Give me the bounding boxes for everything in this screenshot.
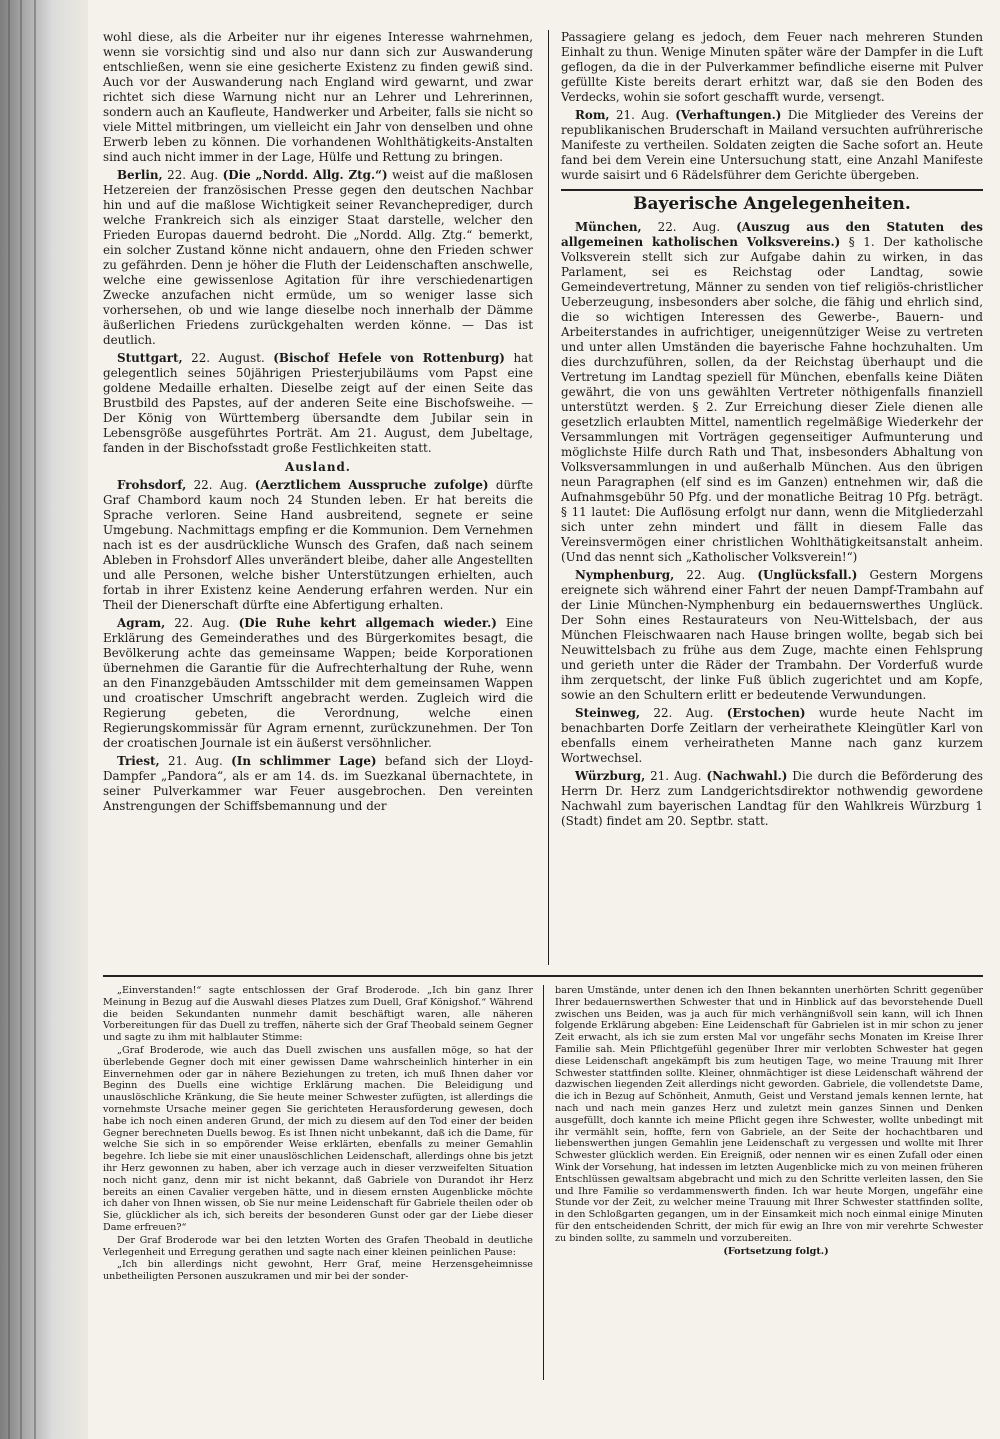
article-frohsdorf: Frohsdorf, 22. Aug. (Aerztlichem Ausspruche zufolge) dürfte Graf Chambord kaum noch 24 Stunden leben. Er hat bereits die Sprache verloren. Seine Hand ausbreitend, segnete er seine Umgebung. Nachmittags empfing er die Kommunion. Dem Vernehmen nach ist es der ausdrückliche Wunsch des Grafen, daß nach seinem Ableben in Frohsdorf Alles unverändert bleibe, daher alle Angestellten und alle Personen, welche bisher Unterstützungen erhielten, auch fortab in ihrer Existenz keine Aenderung erfahren werden. Nur ein Theil der Dienerschaft dürfte eine Abfertigung erhalten. — [103, 478, 534, 612]
article-wuerzburg: Würzburg, 21. Aug. (Nachwahl.) Die durch die Beförderung des Herrn Dr. Herz zum Landgerichtsdirektor nothwendig gewordene Nachwahl zum bayerischen Landtag für den Wahlkreis Würzburg 1 (Stadt) findet am 20. Septbr. statt. — [561, 769, 983, 828]
article-headline: (In schlimmer Lage) — [231, 754, 377, 768]
article-headline: (Aerztlichem Ausspruche zufolge) — [254, 478, 489, 492]
column-divider — [543, 985, 544, 1380]
article-headline: (Nachwahl.) — [706, 769, 788, 783]
dateline-place: München, — [575, 220, 642, 234]
article-stuttgart: Stuttgart, 22. August. (Bischof Hefele von Rottenburg) hat gelegentlich seines 50jährigen Priesterjubiläums vom Papst eine goldene Medaille erhalten. Dieselbe zeigt auf der einen Seite das Brustbild des Papstes, auf der anderen Seite eine Bischofsweihe. — Der König von Württemberg übersandte dem Jubilar sein in Lebensgröße ausgeführtes Porträt. Am 21. August, dem Jubeltage, fanden in der Bischofsstadt große Festlichkeiten statt. — [103, 351, 533, 455]
section-heading-ausland: Ausland. — [285, 460, 351, 474]
feuilleton-divider — [103, 975, 983, 977]
column-divider — [548, 30, 549, 965]
article-agram: Agram, 22. Aug. (Die Ruhe kehrt allgemach wieder.) Eine Erklärung des Gemeinderathes und des Bürgerkomites besagt, die Bevölkerung achte das gemeinsame Wappen; beide Korporationen übernehmen die Garantie für die Aufrechterhaltung der Ruhe, wenn an den Finanzgebäuden Amtsschilder mit dem gemeinsamen Wappen und croatischer Umschrift angebracht werden. Zugleich wird die Regierung gebeten, die Verordnung, welche einen Regierungskommissär für Agram ernennt, zurückzunehmen. Der Ton der croatischen Journale ist ein äußerst versöhnlicher. — [103, 616, 533, 750]
section-heading-bayern: Bayerische Angelegenheiten. — [561, 189, 983, 214]
article-rom: Rom, 21. Aug. (Verhaftungen.) Die Mitglieder des Vereins der republikanischen Bruderschaft in Mailand versuchten aufrührerische Manifeste zu vertheilen. Soldaten zeigten die Sache sofort an. Heute fand bei dem Verein eine Untersuchung statt, eine Anzahl Manifeste wurde saisirt und 6 Rädelsführer dem Gerichte übergeben. — [561, 108, 984, 182]
feuilleton-right-column — [555, 985, 983, 1258]
dateline-place: Frohsdorf, — [117, 478, 187, 492]
feuilleton-left-column — [103, 985, 533, 1284]
article-steinweg: Steinweg, 22. Aug. (Erstochen) wurde heute Nacht im benachbarten Dorfe Zeitlarn der verheirathete Kleingütler Karl von ebenfalls einem verheiratheten Manne nach ganz kurzem Wortwechsel. — [561, 706, 983, 765]
binding-stripe — [34, 0, 36, 1439]
feuilleton-paragraph: „Graf Broderode, wie auch das Duell zwischen uns ausfallen möge, so hat der überlebende Gegner doch mit einer gewissen Dame wahrscheinlich hinterher in ein Einvernehmen oder gar in nähere Beziehungen zu treten, ich muß Ihnen daher vor Beginn des Duells eine wichtige Erklärung machen. Die Beleidigung und unauslöschliche Kränkung, die Sie heute meiner Schwester zufügten, ist allerdings die vornehmste Ursache meiner gegen Sie gerichteten Herausforderung gewesen, doch habe ich noch einen anderen Grund, der mich zu diesem auf den Tod einer der beiden Gegner berechneten Duells bewog. Es ist Ihnen nicht unbekannt, daß ich die Dame, für welche Sie sich in so empörender Weise erklärten, ebenfalls zu meiner Gemahlin begehre. Ich liebe sie mit einer unauslöschlichen Leidenschaft, allerdings ohne bis jetzt ihr Herz gewonnen zu haben, aber ich verzage auch in dieser verzweifelten Situation noch nicht ganz, denn mir ist nicht bekannt, daß Gabriele von Durandot ihr Herz bereits an einen Cavalier vergeben hätte, und in diesem ernsten Augenblicke möchte ich daher von Ihnen wissen, ob Sie nur meine Leidenschaft für Gabriele theilen oder ob Sie, glücklicher als ich, sich bereits der besonderen Gunst oder gar der Liebe dieser Dame erfreuen?“ — [103, 1044, 533, 1233]
dateline-place: Stuttgart, — [117, 351, 183, 365]
dateline-place: Steinweg, — [575, 706, 641, 720]
book-binding-edge — [0, 0, 88, 1439]
article-muenchen: München, 22. Aug. (Auszug aus den Statuten des allgemeinen katholischen Volksvereins.) § 1. Der katholische Volksverein stellt sich zur Aufgabe dahin zu wirken, in das Parlament, sei es Reichstag oder Landtag, sowie Gemeindevertretung, Männer zu senden von tief religiös-christlicher Ueberzeugung, insbesonders aber solche, die fähig und ehrlich sind, die so wichtigen Interessen des Gewerbe-, Bauern- und Arbeiterstandes in aufrichtiger, uneigennütziger Weise zu vertreten und unter allen Umständen die bayerische Fahne hochzuhalten. Um dies durchzuführen, sollen, da der Reichstag überhaupt und die Vertretung im Landtag speziell für München, ebenfalls keine Diäten gewährt, die von uns gewählten Vertreter nöthigenfalls finanziell unterstützt werden. § 2. Zur Erreichung dieser Ziele dienen alle gesetzlich erlaubten Mittel, namentlich regelmäßige Wiederkehr der Versammlungen mit Vorträgen gegenseitiger Aufmunterung und möglichste Hilfe durch Rath und That, insbesonders Abhaltung von Volksversammlungen in und außerhalb München. Aus den übrigen neun Paragraphen (elf sind es im Ganzen) entnehmen wir, daß die Aufnahmsgebühr 50 Pfg. und der monatliche Beitrag 10 Pfg. beträgt. § 11 lautet: Die Auflösung erfolgt nur dann, wenn die Mitgliederzahl sich unter zehn mindert und fällt in diesem Falle das Vereinsvermögen einer christlichen Wohlthätigkeitsanstalt anheim. (Und das nennt sich „Katholischer Volksverein!“) — [561, 220, 983, 564]
article-headline: (Bischof Hefele von Rottenburg) — [273, 351, 505, 365]
feuilleton-paragraph: baren Umstände, unter denen ich den Ihnen bekannten unerhörten Schritt gegenüber Ihrer bedauernswerthen Schwester that und in Hinblick auf das bevorstehende Duell zwischen uns Beiden, was ja auch für mich verhängnißvoll sein kann, will ich Ihnen folgende Erklärung abgeben: Eine Leidenschaft für Gabrielen ist in mir schon zu jener Zeit erwacht, als ich sie zum ersten Mal vor ungefähr sechs Monaten im Kreise Ihrer Familie sah. Mein Pflichtgefühl gegenüber Ihrer mir verlobten Schwester hat gegen diese Leidenschaft angekämpft bis zum heutigen Tage, wo meine Trauung mit Ihrer Schwester stattfinden sollte. Kleiner, ohnmächtiger ist diese Leidenschaft während der dazwischen liegenden Zeit allerdings nicht geworden. Gabriele, die vollendetste Dame, die ich in Bezug auf Schönheit, Anmuth, Geist und Verstand jemals kennen lernte, hat nach und nach mein ganzes Herz und zuletzt mein ganzes Sinnen und Denken ausgefüllt, doch kannte ich meine Pflicht gegen ihre Schwester, wollte unbedingt mit ihr vermählt sein, hoffte, fern von Gabriele, an der Seite der hochachtbaren und liebenswerthen jungen Gemahlin jene Leidenschaft zu vergessen und wollte mit Ihrer Schwester glücklich werden. Ein Ereigniß, oder nennen wir es einen Zufall oder einen Wink der Vorsehung, hat indessen im letzten Augenblicke mich zu von meinen früheren Entschlüssen gewaltsam abgebracht und mich zu den Schritte verleiten lassen, den Sie und Ihre Familie so verdammenswerth finden. Ich war heute Morgen, ungefähr eine Stunde vor der Zeit, zu welcher meine Trauung mit Ihrer Schwester stattfinden sollte, in den Schloßgarten gegangen, um in der Einsamkeit mich noch einmal einige Minuten für den entscheidenden Schritt, der mich für ewig an Ihre von mir verehrte Schwester zu binden sollte, zu sammeln und vorzubereiten. — [555, 985, 983, 1244]
dateline-place: Triest, — [117, 754, 160, 768]
newspaper-page — [103, 30, 983, 1410]
article-berlin: Berlin, 22. Aug. (Die „Nordd. Allg. Ztg.“) weist auf die maßlosen Hetzereien der französischen Presse gegen den deutschen Nachbar hin und auf die maßlose Wichtigkeit seiner Revancheprediger, durch welche Frankreich sich als einziger Staat darstelle, welcher den Frieden Europas dauernd bedroht. Die „Nordd. Allg. Ztg.“ bemerkt, ein solcher Zustand könne nicht andauern, ohne den Frieden schwer zu gefährden. Denn je höher die Fluth der Leidenschaften anschwelle, welche eine gewissenlose Agitation für ihre verschiedenartigen Zwecke anzufachen nicht ermüde, um so weniger lasse sich vorhersehen, ob und wie lange dieselbe noch innerhalb der Dämme äußerlichen Friedens zurückgehalten werden könne. — Das ist deutlich. — [103, 168, 534, 347]
right-news-column — [561, 30, 983, 832]
article-headline: (Verhaftungen.) — [675, 108, 782, 122]
article-headline: (Auszug aus den Statuten des allgemeinen katholischen Volksvereins.) — [561, 220, 983, 249]
feuilleton-paragraph: Der Graf Broderode war bei den letzten Worten des Grafen Theobald in deutliche Verlegenheit und Erregung gerathen und sagte nach einer kleinen peinlichen Pause: — [103, 1234, 533, 1258]
article-headline: (Die „Nordd. Allg. Ztg.“) — [222, 168, 388, 182]
feuilleton-paragraph: „Einverstanden!“ sagte entschlossen der Graf Broderode. „Ich bin ganz Ihrer Meinung in Bezug auf die Auswahl dieses Platzes zum Duell, Graf Königshof.“ Während die beiden Sekundanten nunmehr damit beschäftigt waren, alle näheren Vorbereitungen für das Duell zu treffen, näherte sich der Graf Theobald seinem Gegner und sagte zu ihm mit halblauter Stimme: — [103, 985, 533, 1044]
continuation-note: (Fortsetzung folgt.) — [723, 1245, 829, 1257]
dateline-place: Nymphenburg, — [575, 568, 675, 582]
left-news-column — [103, 30, 533, 817]
article-headline: (Erstochen) — [726, 706, 806, 720]
dateline-place: Rom, — [575, 108, 610, 122]
dateline-place: Berlin, — [117, 168, 163, 182]
emigration-paragraph: wohl diese, als die Arbeiter nur ihr eigenes Interesse wahrnehmen, wenn sie vorsichtig sind und also nur dann sich zur Auswanderung entschließen, wenn sie eine gesicherte Existenz zu finden gewiß sind. Auch vor der Auswanderung nach England wird gewarnt, und zwar richtet sich diese Warnung nicht nur an Lehrer und Lehrerinnen, sondern auch an Kaufleute, Handwerker und Arbeiter, falls sie nicht so viele Mittel mitbringen, um vielleicht ein Jahr von denselben und ohne Erwerb leben zu können. Die vorhandenen Wohlthätigkeits-Anstalten sind auch nicht immer in der Lage, Hülfe und Rettung zu bringen. — [103, 30, 533, 164]
dateline-place: Würzburg, — [575, 769, 646, 783]
pandora-continuation: Passagiere gelang es jedoch, dem Feuer nach mehreren Stunden Einhalt zu thun. Wenige Minuten später wäre der Dampfer in die Luft geflogen, da die in der Pulverkammer befindliche eiserne mit Pulver gefüllte Kiste bereits derart erhitzt war, daß sie den Boden des Verdecks, wohin sie sofort geschafft wurde, versengt. — [561, 30, 983, 104]
article-headline: (Unglücksfall.) — [757, 568, 858, 582]
binding-stripe — [20, 0, 22, 1439]
article-headline: (Die Ruhe kehrt allgemach wieder.) — [238, 616, 497, 630]
binding-stripe — [8, 0, 10, 1439]
dateline-place: Agram, — [117, 616, 166, 630]
feuilleton-paragraph: „Ich bin allerdings nicht gewohnt, Herr Graf, meine Herzensgeheimnisse unbetheiligten Personen auszukramen und mir bei der sonder- — [103, 1259, 533, 1283]
article-triest: Triest, 21. Aug. (In schlimmer Lage) befand sich der Lloyd-Dampfer „Pandora“, als er am 14. ds. im Suezkanal übernachtete, in seiner Pulverkammer war Feuer ausgebrochen. Den vereinten Anstrengungen der Schiffsbemannung und der — [103, 754, 533, 813]
article-nymphenburg: Nymphenburg, 22. Aug. (Unglücksfall.) Gestern Morgens ereignete sich während einer Fahrt der neuen Dampf-Trambahn auf der Linie München-Nymphenburg ein bedauernswerthes Unglück. Der Sohn eines Restaurateurs von Neu-Wittelsbach, der aus München Fleischwaaren nach Hause bringen wollte, begab sich bei Neuwittelsbach zu frühe aus dem Zuge, machte einen Fehlsprung und gerieth unter die Räder der Trambahn. Der Vorderfuß wurde ihm zerquetscht, der linke Fuß üblich zugerichtet und am Kopfe, sowie an den Schultern erlitt er bedeutende Verwundungen. — [561, 568, 983, 702]
